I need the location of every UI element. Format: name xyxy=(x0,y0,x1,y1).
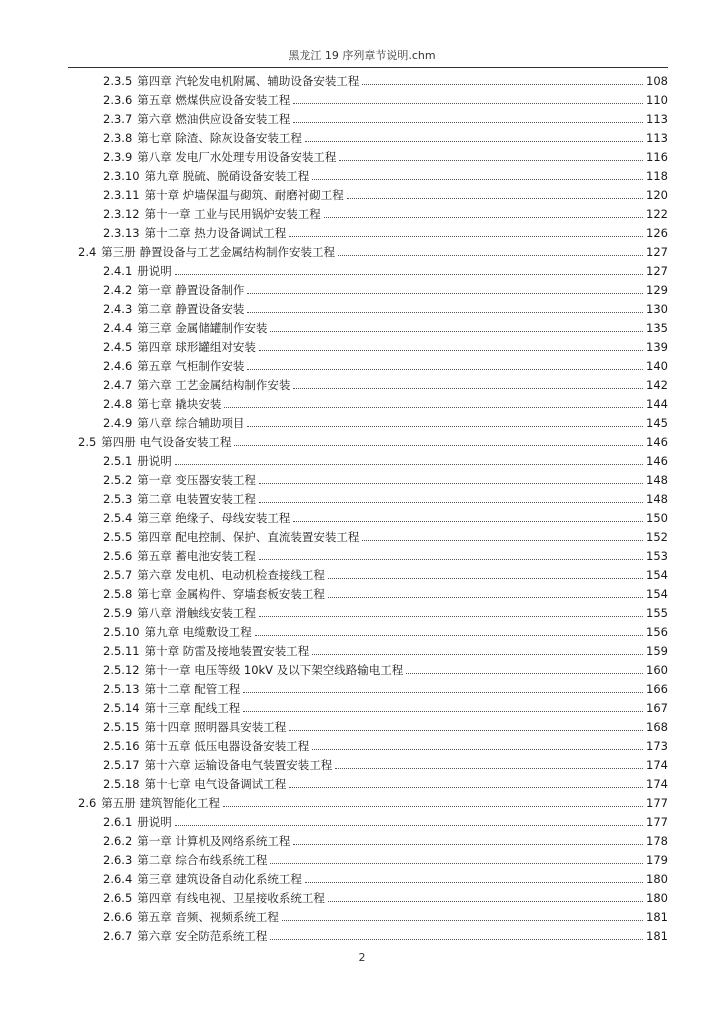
toc-entry-number: 2.4.1 xyxy=(103,264,133,278)
dot-leader xyxy=(312,654,643,655)
toc-entry-page: 166 xyxy=(646,682,668,696)
toc-entry-number: 2.5.1 xyxy=(103,454,133,468)
toc-entry-title: 第九章 脱硫、脱硝设备安装工程 xyxy=(144,169,310,183)
toc-entry-title: 第四章 球形罐组对安装 xyxy=(137,340,256,354)
toc-entry-number: 2.5.10 xyxy=(103,625,140,639)
toc-entry[interactable] xyxy=(103,773,668,791)
toc-entry[interactable] xyxy=(103,678,668,696)
toc-entry-title: 第十一章 工业与民用锅炉安装工程 xyxy=(144,207,321,221)
toc-entry-number: 2.5.6 xyxy=(103,549,133,563)
toc-entry-number: 2.5.14 xyxy=(103,701,140,715)
toc-entry-page: 152 xyxy=(646,530,668,544)
toc-entry-page: 174 xyxy=(646,777,668,791)
toc-entry[interactable] xyxy=(103,279,668,297)
toc-entry[interactable] xyxy=(103,602,668,620)
dot-leader xyxy=(293,844,643,845)
toc-entry-title: 第四章 配电控制、保护、直流装置安装工程 xyxy=(137,530,360,544)
toc-entry-page: 148 xyxy=(646,473,668,487)
toc-entry-number: 2.3.6 xyxy=(103,93,133,107)
dot-leader xyxy=(259,559,643,560)
toc-entry[interactable] xyxy=(103,716,668,734)
toc-entry-number: 2.4.6 xyxy=(103,359,133,373)
dot-leader xyxy=(175,274,643,275)
toc-entry-number: 2.6.6 xyxy=(103,910,133,924)
toc-entry-number: 2.6.2 xyxy=(103,834,133,848)
running-header: 黑龙江 19 序列章节说明.chm xyxy=(288,49,436,62)
header-divider xyxy=(68,67,668,68)
dot-leader xyxy=(339,160,643,161)
toc-entry-title: 第六章 发电机、电动机检查接线工程 xyxy=(137,568,325,582)
toc-entry-page: 156 xyxy=(646,625,668,639)
toc-entry[interactable] xyxy=(103,298,668,316)
toc-entry-title: 第一章 变压器安装工程 xyxy=(137,473,256,487)
dot-leader xyxy=(362,84,643,85)
toc-entry[interactable] xyxy=(103,849,668,867)
toc-entry-number: 2.5.12 xyxy=(103,663,140,677)
toc-entry-title: 第十章 炉墙保温与砌筑、耐磨衬砌工程 xyxy=(144,188,344,202)
toc-entry-page: 116 xyxy=(646,150,668,164)
toc-entry-title: 第七章 除渣、除灰设备安装工程 xyxy=(137,131,302,145)
toc-entry-page: 150 xyxy=(646,511,668,525)
toc-entry-number: 2.4.5 xyxy=(103,340,133,354)
toc-entry-number: 2.4.3 xyxy=(103,302,133,316)
toc-entry-title: 第十六章 运输设备电气装置安装工程 xyxy=(144,758,333,772)
toc-entry-title: 第四册 电气设备安装工程 xyxy=(101,435,232,449)
toc-entry-number: 2.3.9 xyxy=(103,150,133,164)
toc-entry-number: 2.5.15 xyxy=(103,720,140,734)
toc-entry[interactable] xyxy=(103,811,668,829)
toc-entry-page: 127 xyxy=(646,245,668,259)
toc-entry-title: 第一章 静置设备制作 xyxy=(137,283,245,297)
dot-leader xyxy=(289,236,643,237)
toc-entry[interactable] xyxy=(103,640,668,658)
toc-entry[interactable] xyxy=(103,70,668,88)
toc-entry[interactable] xyxy=(103,545,668,563)
toc-entry[interactable] xyxy=(103,621,668,639)
toc-entry[interactable] xyxy=(103,754,668,772)
toc-entry-title: 第二章 静置设备安装 xyxy=(137,302,245,316)
toc-entry-page: 155 xyxy=(646,606,668,620)
dot-leader xyxy=(259,483,643,484)
toc-entry-number: 2.5.13 xyxy=(103,682,140,696)
toc-entry-number: 2.5.9 xyxy=(103,606,133,620)
toc-entry-page: 178 xyxy=(646,834,668,848)
toc-entry-page: 127 xyxy=(646,264,668,278)
toc-entry-page: 144 xyxy=(646,397,668,411)
toc-entry-page: 173 xyxy=(646,739,668,753)
toc-entry-title: 第九章 电缆敷设工程 xyxy=(144,625,252,639)
toc-entry[interactable] xyxy=(103,336,668,354)
toc-entry-page: 122 xyxy=(646,207,668,221)
dot-leader xyxy=(293,521,643,522)
toc-entry[interactable] xyxy=(103,317,668,335)
dot-leader xyxy=(270,331,643,332)
toc-entry[interactable] xyxy=(103,260,668,278)
toc-entry[interactable] xyxy=(103,697,668,715)
toc-entry[interactable] xyxy=(103,374,668,392)
dot-leader xyxy=(289,787,643,788)
toc-entry-page: 177 xyxy=(646,796,668,810)
toc-entry-number: 2.3.5 xyxy=(103,74,133,88)
toc-entry-title: 册说明 xyxy=(137,454,172,468)
toc-entry-title: 第五章 气柜制作安装 xyxy=(137,359,245,373)
toc-entry-page: 146 xyxy=(646,435,668,449)
toc-entry-page: 140 xyxy=(646,359,668,373)
dot-leader xyxy=(243,692,643,693)
toc-entry-number: 2.5.18 xyxy=(103,777,140,791)
toc-entry[interactable] xyxy=(103,355,668,373)
dot-leader xyxy=(270,863,643,864)
dot-leader xyxy=(224,407,643,408)
toc-entry-number: 2.5.11 xyxy=(103,644,140,658)
toc-entry-number: 2.6.1 xyxy=(103,815,133,829)
toc-entry[interactable] xyxy=(103,526,668,544)
toc-entry-page: 130 xyxy=(646,302,668,316)
toc-entry[interactable] xyxy=(103,488,668,506)
toc-entry[interactable] xyxy=(103,906,668,924)
toc-entry[interactable] xyxy=(103,564,668,582)
dot-leader xyxy=(175,825,643,826)
toc-entry-title: 第三章 建筑设备自动化系统工程 xyxy=(137,872,302,886)
toc-entry-title: 第三册 静置设备与工艺金属结构制作安装工程 xyxy=(101,245,335,259)
toc-entry-title: 第十章 防雷及接地装置安装工程 xyxy=(144,644,310,658)
dot-leader xyxy=(324,217,643,218)
toc-entry-title: 第五册 建筑智能化工程 xyxy=(101,796,220,810)
toc-entry-title: 第四章 汽轮发电机附属、辅助设备安装工程 xyxy=(137,74,360,88)
toc-entry[interactable] xyxy=(103,507,668,525)
toc-entry-title: 第十一章 电压等级 10kV 及以下架空线路输电工程 xyxy=(144,663,404,677)
toc-entry[interactable] xyxy=(78,241,668,259)
toc-entry-number: 2.3.8 xyxy=(103,131,133,145)
toc-entry-number: 2.3.13 xyxy=(103,226,140,240)
toc-entry[interactable] xyxy=(78,431,668,449)
toc-entry-page: 113 xyxy=(646,112,668,126)
toc-entry[interactable] xyxy=(103,469,668,487)
toc-entry-page: 135 xyxy=(646,321,668,335)
toc-entry[interactable] xyxy=(78,792,668,810)
toc-entry-page: 129 xyxy=(646,283,668,297)
toc-entry-number: 2.5.3 xyxy=(103,492,133,506)
toc-entry[interactable] xyxy=(103,184,668,202)
dot-leader xyxy=(247,312,643,313)
dot-leader xyxy=(312,749,643,750)
dot-leader xyxy=(293,388,643,389)
toc-entry[interactable] xyxy=(103,925,668,943)
toc-entry-title: 第十七章 电气设备调试工程 xyxy=(144,777,287,791)
toc-entry-number: 2.5.16 xyxy=(103,739,140,753)
toc-entry[interactable] xyxy=(103,165,668,183)
dot-leader xyxy=(234,445,643,446)
toc-entry-number: 2.4.4 xyxy=(103,321,133,335)
toc-entry-number: 2.6.5 xyxy=(103,891,133,905)
toc-entry-page: 177 xyxy=(646,815,668,829)
toc-entry-number: 2.5.8 xyxy=(103,587,133,601)
dot-leader xyxy=(259,350,643,351)
toc-entry-page: 154 xyxy=(646,568,668,582)
toc-entry-title: 第三章 金属储罐制作安装 xyxy=(137,321,268,335)
toc-entry-number: 2.6.3 xyxy=(103,853,133,867)
toc-entry-title: 册说明 xyxy=(137,815,172,829)
toc-entry-title: 第八章 发电厂水处理专用设备安装工程 xyxy=(137,150,337,164)
toc-entry-title: 第二章 电装置安装工程 xyxy=(137,492,256,506)
dot-leader xyxy=(243,711,643,712)
toc-entry-title: 第十五章 低压电器设备安装工程 xyxy=(144,739,310,753)
toc-entry[interactable] xyxy=(103,127,668,145)
toc-entry-page: 126 xyxy=(646,226,668,240)
toc-entry[interactable] xyxy=(103,203,668,221)
toc-entry-page: 179 xyxy=(646,853,668,867)
dot-leader xyxy=(255,635,643,636)
page-number: 2 xyxy=(358,951,366,964)
dot-leader xyxy=(259,616,643,617)
toc-entry-number: 2.4.9 xyxy=(103,416,133,430)
toc-entry-number: 2.3.10 xyxy=(103,169,140,183)
dot-leader xyxy=(289,730,643,731)
toc-entry-page: 167 xyxy=(646,701,668,715)
dot-leader xyxy=(406,673,643,674)
toc-entry-number: 2.6.7 xyxy=(103,929,133,943)
toc-entry-page: 120 xyxy=(646,188,668,202)
toc-entry-page: 174 xyxy=(646,758,668,772)
dot-leader xyxy=(328,597,643,598)
toc-entry-page: 139 xyxy=(646,340,668,354)
toc-entry[interactable] xyxy=(103,735,668,753)
toc-entry-page: 159 xyxy=(646,644,668,658)
toc-entry-page: 160 xyxy=(646,663,668,677)
toc-entry[interactable] xyxy=(103,887,668,905)
dot-leader xyxy=(270,939,643,940)
toc-entry-title: 第五章 蓄电池安装工程 xyxy=(137,549,256,563)
toc-entry-title: 第六章 安全防范系统工程 xyxy=(137,929,268,943)
dot-leader xyxy=(347,198,643,199)
dot-leader xyxy=(247,426,643,427)
toc-entry[interactable] xyxy=(103,108,668,126)
toc-entry-title: 第六章 工艺金属结构制作安装 xyxy=(137,378,291,392)
toc-entry-page: 181 xyxy=(646,929,668,943)
toc-entry-page: 168 xyxy=(646,720,668,734)
dot-leader xyxy=(247,369,643,370)
toc-entry-page: 118 xyxy=(646,169,668,183)
dot-leader xyxy=(282,920,643,921)
toc-entry[interactable] xyxy=(103,146,668,164)
dot-leader xyxy=(328,578,643,579)
toc-entry-number: 2.3.12 xyxy=(103,207,140,221)
dot-leader xyxy=(305,882,643,883)
toc-entry-page: 110 xyxy=(646,93,668,107)
toc-entry-number: 2.5.7 xyxy=(103,568,133,582)
toc-entry-title: 第十三章 配线工程 xyxy=(144,701,241,715)
toc-entry[interactable] xyxy=(103,450,668,468)
dot-leader xyxy=(293,122,643,123)
toc-entry-page: 148 xyxy=(646,492,668,506)
toc-entry-page: 108 xyxy=(646,74,668,88)
dot-leader xyxy=(175,464,643,465)
toc-entry-title: 第十二章 配管工程 xyxy=(144,682,241,696)
toc-entry-title: 第五章 音频、视频系统工程 xyxy=(137,910,279,924)
toc-entry-title: 第二章 综合布线系统工程 xyxy=(137,853,268,867)
toc-entry[interactable] xyxy=(103,868,668,886)
toc-entry-number: 2.4.7 xyxy=(103,378,133,392)
toc-entry-title: 第三章 绝缘子、母线安装工程 xyxy=(137,511,291,525)
dot-leader xyxy=(312,179,643,180)
toc-entry[interactable] xyxy=(103,222,668,240)
dot-leader xyxy=(259,502,643,503)
toc-entry-page: 142 xyxy=(646,378,668,392)
toc-entry-title: 第十四章 照明器具安装工程 xyxy=(144,720,287,734)
toc-entry[interactable] xyxy=(103,659,668,677)
toc-entry-number: 2.5.17 xyxy=(103,758,140,772)
dot-leader xyxy=(362,540,643,541)
toc-entry-number: 2.4.8 xyxy=(103,397,133,411)
toc-entry-title: 第八章 综合辅助项目 xyxy=(137,416,245,430)
dot-leader xyxy=(338,255,643,256)
toc-entry-page: 180 xyxy=(646,872,668,886)
toc-entry[interactable] xyxy=(103,830,668,848)
toc-entry-title: 第六章 燃油供应设备安装工程 xyxy=(137,112,291,126)
dot-leader xyxy=(223,806,643,807)
toc-entry-number: 2.5.2 xyxy=(103,473,133,487)
toc-entry[interactable] xyxy=(103,89,668,107)
toc-entry-number: 2.3.7 xyxy=(103,112,133,126)
toc-entry-page: 181 xyxy=(646,910,668,924)
toc-entry-title: 第一章 计算机及网络系统工程 xyxy=(137,834,291,848)
toc-entry-number: 2.4 xyxy=(78,245,97,259)
toc-entry-page: 154 xyxy=(646,587,668,601)
dot-leader xyxy=(335,768,643,769)
toc-entry-number: 2.3.11 xyxy=(103,188,140,202)
toc-entry-number: 2.5.5 xyxy=(103,530,133,544)
dot-leader xyxy=(293,103,643,104)
toc-entry-number: 2.6 xyxy=(78,796,97,810)
toc-entry-title: 第八章 滑触线安装工程 xyxy=(137,606,256,620)
toc-entry-page: 153 xyxy=(646,549,668,563)
toc-entry[interactable] xyxy=(103,412,668,430)
toc-entry-number: 2.5.4 xyxy=(103,511,133,525)
toc-entry-number: 2.4.2 xyxy=(103,283,133,297)
toc-entry-title: 第五章 燃煤供应设备安装工程 xyxy=(137,93,291,107)
toc-entry-number: 2.6.4 xyxy=(103,872,133,886)
dot-leader xyxy=(305,141,643,142)
toc-entry-page: 145 xyxy=(646,416,668,430)
toc-entry-page: 146 xyxy=(646,454,668,468)
dot-leader xyxy=(247,293,643,294)
toc-entry-title: 册说明 xyxy=(137,264,172,278)
toc-entry-page: 180 xyxy=(646,891,668,905)
toc-entry-title: 第四章 有线电视、卫星接收系统工程 xyxy=(137,891,325,905)
toc-entry[interactable] xyxy=(103,583,668,601)
dot-leader xyxy=(328,901,643,902)
toc-entry-title: 第十二章 热力设备调试工程 xyxy=(144,226,287,240)
toc-entry-title: 第七章 金属构件、穿墙套板安装工程 xyxy=(137,587,325,601)
toc-entry-page: 113 xyxy=(646,131,668,145)
toc-entry-number: 2.5 xyxy=(78,435,97,449)
toc-entry[interactable] xyxy=(103,393,668,411)
toc-entry-title: 第七章 撬块安装 xyxy=(137,397,222,411)
